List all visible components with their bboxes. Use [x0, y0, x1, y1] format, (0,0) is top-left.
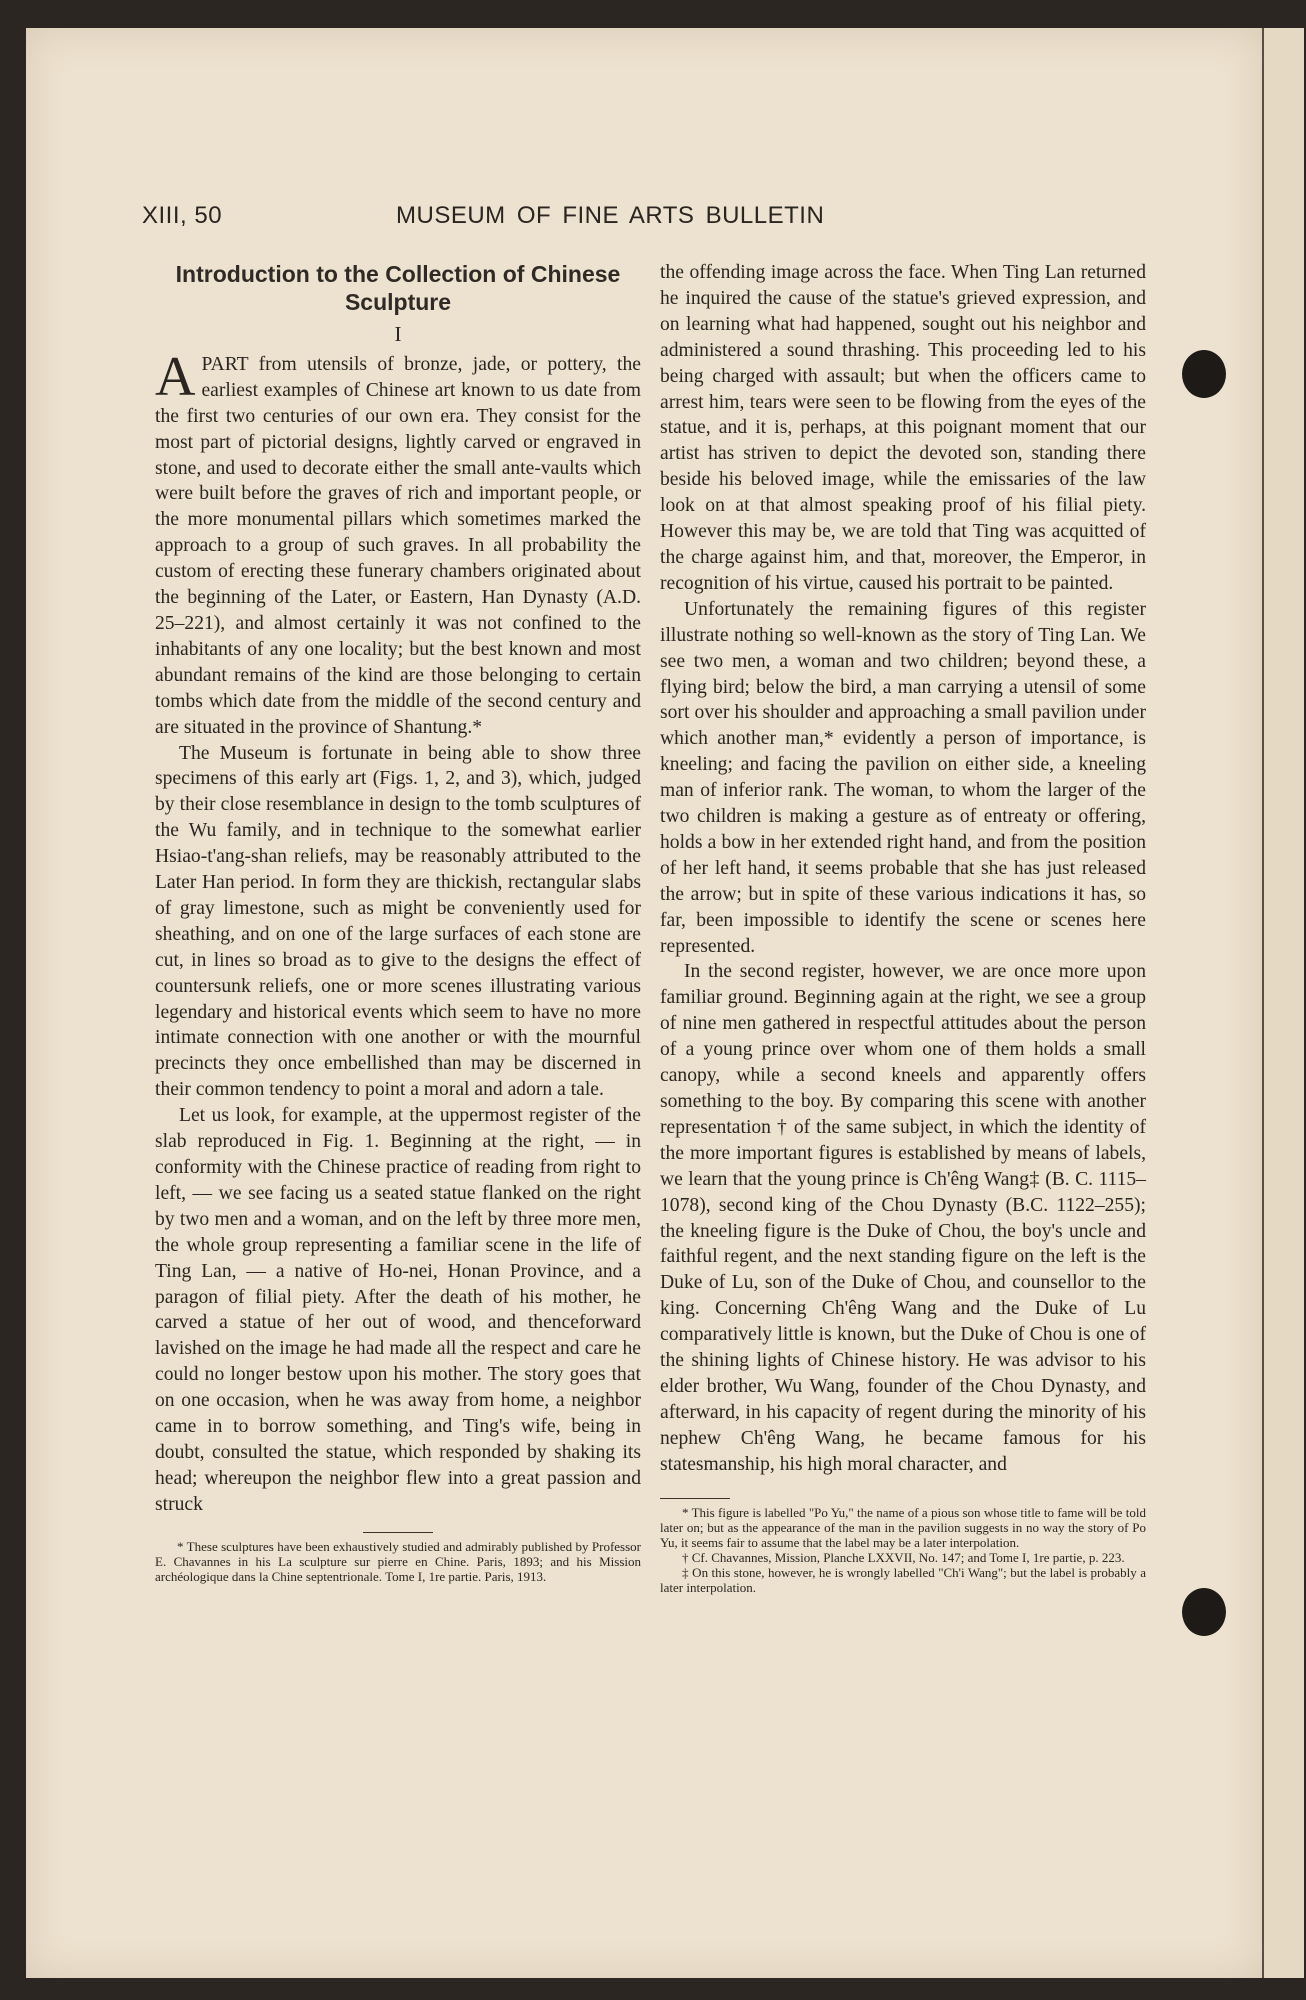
footnote: † Cf. Chavannes, Mission, Planche LXXVII, No. 147; and Tome I, 1re partie, p. 223.	[682, 1549, 1125, 1565]
footnote-rule	[363, 1532, 433, 1533]
section-number: I	[394, 322, 402, 346]
footnote: * This figure is labelled "Po Yu," the name of a pious son whose title to fame will be told later on; but as the appearance of the man in the pavilion suggests in no way the story of Po Yu, it seems fair to assume that the label may be a later interpolation.	[660, 1504, 1146, 1550]
body-paragraph: In the second register, however, we are once more upon familiar ground. Beginning again at the right, we see a group of nine men gathered in respectful attitudes about the person of a young prince over whom one of them holds a small canopy, while a second kneels and apparently offers something to the boy. By comparing this scene with another representation † of the same subject, in which the identity of the more important figures is established by means of labels, we learn that the young prince is Ch'êng Wang‡ (B. C. 1115–1078), second king of the Chou Dynasty (B.C. 1122–255); the kneeling figure is the Duke of Chou, the boy's uncle and faithful regent, and the next standing figure on the left is the Duke of Lu, son of the Duke of Chou, and counsellor to the king. Concerning Ch'êng Wang and the Duke of Lu comparatively little is known, but the Duke of Chou is one of the shining lights of Chinese history. He was advisor to his elder brother, Wu Wang, founder of the Chou Dynasty, and afterward, in his capacity of regent during the minority of his nephew Ch'êng Wang, he became famous for his statesmanship, his high moral character, and	[660, 961, 1146, 1475]
footnote: ‡ On this stone, however, he is wrongly labelled "Ch'i Wang"; but the label is probably a later interpolation.	[660, 1564, 1146, 1595]
footnotes	[660, 1505, 1146, 1595]
body-paragraph: APART from utensils of bronze, jade, or pottery, the earliest examples of Chinese art known to us date from the first two centuries of our own era. They consist for the most part of pictorial designs, lightly carved or engraved in stone, and used to decorate either the small ante-vaults which were built before the graves of rich and important people, or the more monumental pillars which sometimes marked the approach to a group of such graves. In all probability the custom of erecting these funerary chambers originated about the beginning of the Later, or Eastern, Han Dynasty (A.D. 25–221), and almost certainly it was not confined to the inhabitants of any one locality; but the best known and most abundant remains of the kind are those belonging to certain tombs which date from the middle of the second century and are situated in the province of Shantung.*	[155, 345, 641, 738]
body-paragraph: Let us look, for example, at the uppermost register of the slab reproduced in Fig. 1. Beginning at the right, — in conformity with the Chinese practice of reading from right to left, — we see facing us a seated statue flanked on the right by two men and a woman, and on the left by three more men, the whole group representing a familiar scene in the life of Ting Lan, — a native of Ho-nei, Honan Province, and a paragon of filial piety. After the death of his mother, he carved a statue of her out of wood, and thenceforward lavished on the image he had made all the respect and care he could no longer bestow upon his mother. The story goes that on one occasion, when he was away from home, a neighbor came in to borrow something, and Ting's wife, being in doubt, consulted the statue, which responded by shaking its head; whereupon the neighbor flew into a great passion and struck	[155, 1105, 641, 1515]
footnotes	[155, 1539, 641, 1584]
body-paragraph: the offending image across the face. When Ting Lan returned he inquired the cause of the statue's grieved expression, and on learning what had happened, sought out his neighbor and administered a sound thrashing. This proceeding led to his being charged with assault; but when the officers came to arrest him, tears were seen to be flowing from the eyes of the statue, and it is, perhaps, at this poignant moment that our artist has striven to depict the devoted son, standing there beside his beloved image, while the emissaries of the law look on at that almost speaking proof of his filial piety. However this may be, we are told that Ting was acquitted of the charge against him, and that, moreover, the Emperor, in recognition of his virtue, caused his portrait to be painted.	[660, 262, 1146, 594]
right-column	[660, 260, 1146, 1595]
footnote-rule	[660, 1498, 730, 1499]
body-paragraph: The Museum is fortunate in being able to show three specimens of this early art (Figs. 1, 2, and 3), which, judged by their close resemblance in design to the tomb sculptures of the Wu family, and in technique to the somewhat earlier Hsiao-t'ang-shan reliefs, may be reasonably attributed to the Later Han period. In form they are thickish, rectangular slabs of gray limestone, such as might be conveniently used for sheathing, and on one of the large surfaces of each stone are cut, in lines so broad as to give to the designs the effect of countersunk reliefs, one or more scenes illustrating various legendary and historical events which seem to have no more intimate connection with one another or with the mournful precincts they once embellished than may be discerned in their common tendency to point a moral and adorn a tale.	[155, 742, 641, 1101]
drop-cap: A	[155, 345, 196, 408]
folio-number: XIII, 50	[142, 202, 223, 229]
binding-hole	[1182, 1588, 1226, 1636]
body-paragraph: Unfortunately the remaining figures of this register illustrate nothing so well-known as the story of Ting Lan. We see two men, a woman and two children; beyond these, a flying bird; below the bird, a man carrying a utensil of some sort over his shoulder and approaching a small pavilion under which another man,* evidently a person of importance, is kneeling; and facing the pavilion on either side, a kneeling man of inferior rank. The woman, to whom the larger of the two children is making a gesture as of entreaty or offering, holds a bow in her extended right hand, and from the position of her left hand, it seems probable that she has just released the arrow; but in spite of these various indications it has, so far, been impossible to identify the scene or scenes here represented.	[660, 598, 1146, 957]
article-title: Introduction to the Collection of Chinese Sculpture	[175, 261, 621, 315]
page-header	[142, 202, 1192, 232]
left-column	[155, 260, 641, 1584]
footnote: * These sculptures have been exhaustively studied and admirably published by Professor E. Chavannes in his La sculpture sur pierre en Chine. Paris, 1893; and his Mission archéologique dans la Chine septentrionale. Tome I, 1re partie. Paris, 1913.	[155, 1538, 641, 1584]
adjacent-page-edge	[1262, 28, 1304, 1978]
binding-hole	[1182, 350, 1226, 398]
running-title: MUSEUM OF FINE ARTS BULLETIN	[396, 202, 825, 229]
